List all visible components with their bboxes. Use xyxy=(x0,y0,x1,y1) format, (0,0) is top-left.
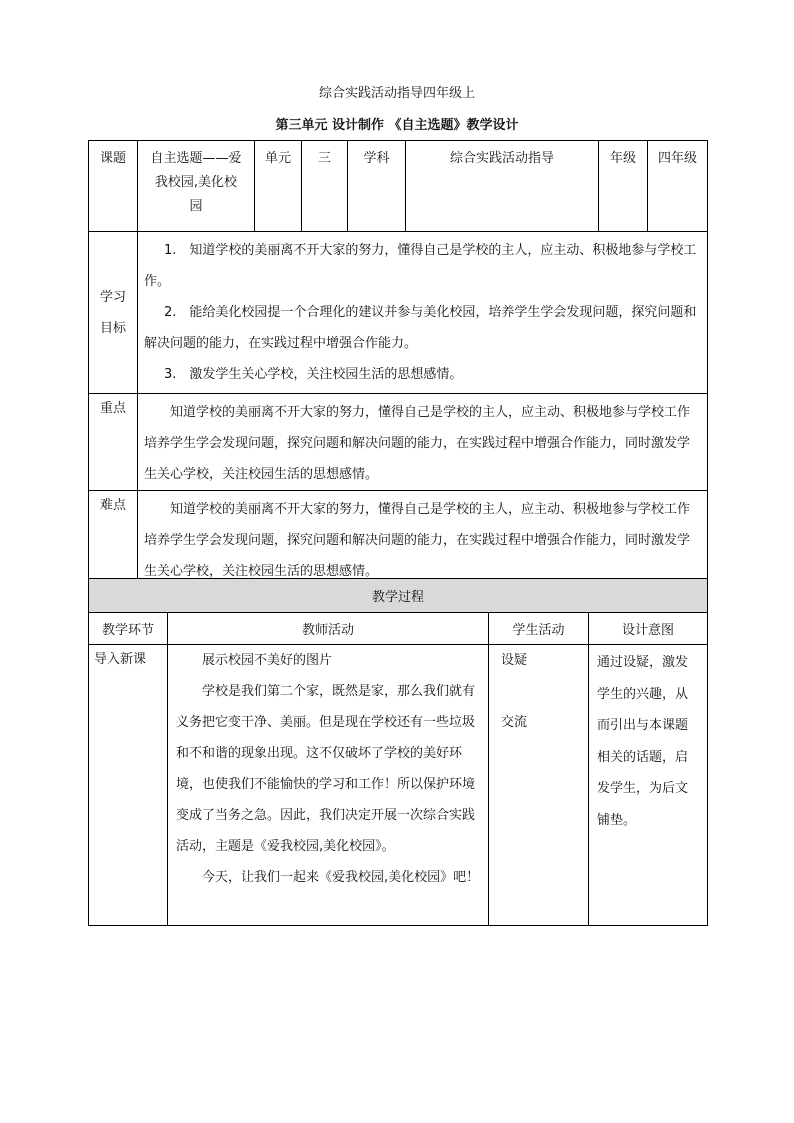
process-title-row xyxy=(89,579,708,613)
column-header-stage: 教学环节 xyxy=(89,613,168,645)
difficulties-row xyxy=(89,491,708,588)
key-points-text: 知道学校的美丽离不开大家的努力，懂得自己是学校的主人，应主动、积极地参与学校工作培养学生学会发现问题，探究问题和解决问题的能力，在实践过程中增强合作能力，同时激发学生关心学校，关注校园生活的思想感情。 xyxy=(144,405,691,482)
key-points-row xyxy=(89,394,708,491)
design-intent-cell: 通过设疑，激发学生的兴趣，从而引出与本课题相关的话题，启发学生，为后文铺垫。 xyxy=(589,645,708,926)
topic-label: 课题 xyxy=(89,141,138,232)
topic-value-line: 我校园,美化校 xyxy=(154,175,238,190)
objectives-label-line: 学习 xyxy=(99,289,126,305)
key-points-label: 重点 xyxy=(89,394,138,491)
topic-value xyxy=(138,141,255,232)
teacher-activity-paragraph: 今天，让我们一起来《爱我校园,美化校园》吧！ xyxy=(202,870,480,885)
teacher-activity-paragraph: 学校是我们第二个家，既然是家，那么我们就有义务把它变干净、美丽。但是现在学校还有一些垃圾和不和谐的现象出现。这不仅破坏了学校的美好环境，也使我们不能愉快的学习和工作！所以保护环境变成了当务之急。因此，我们决定开展一次综合实践活动，主题是《爱我校园,美化校园》。 xyxy=(176,684,476,854)
teacher-activity-paragraph: 展示校园不美好的图片 xyxy=(202,653,333,668)
subject-label: 学科 xyxy=(348,141,406,232)
column-header-student: 学生活动 xyxy=(489,613,589,645)
lesson-info-table xyxy=(88,140,708,588)
objectives-row xyxy=(89,232,708,394)
stage-cell: 导入新课 xyxy=(89,645,168,926)
unit-label: 单元 xyxy=(255,141,302,232)
objective-item: 1. 知道学校的美丽离不开大家的努力，懂得自己是学校的主人，应主动、积极地参与学校工作。 xyxy=(144,243,697,289)
grade-label: 年级 xyxy=(599,141,648,232)
objective-item: 3. 激发学生关心学校，关注校园生活的思想感情。 xyxy=(164,367,463,382)
student-activity-item: 交流 xyxy=(501,715,528,730)
grade-value: 四年级 xyxy=(648,141,708,232)
column-header-teacher: 教师活动 xyxy=(168,613,489,645)
teacher-activity-cell xyxy=(168,645,489,926)
difficulties-text: 知道学校的美丽离不开大家的努力，懂得自己是学校的主人，应主动、积极地参与学校工作培养学生学会发现问题，探究问题和解决问题的能力，在实践过程中增强合作能力，同时激发学生关心学校，关注校园生活的思想感情。 xyxy=(144,502,691,579)
subject-value: 综合实践活动指导 xyxy=(406,141,599,232)
process-row xyxy=(89,645,708,926)
objective-item: 2. 能给美化校园提一个合理化的建议并参与美化校园，培养学生学会发现问题，探究问题和解决问题的能力，在实践过程中增强合作能力。 xyxy=(144,305,697,351)
objectives-label-line: 目标 xyxy=(99,320,126,336)
info-row xyxy=(89,141,708,232)
document-title: 第三单元 设计制作 《自主选题》教学设计 xyxy=(275,118,519,133)
key-points-content xyxy=(138,394,708,491)
difficulties-content xyxy=(138,491,708,588)
difficulties-label: 难点 xyxy=(89,491,138,588)
topic-value-line: 自主选题——爱 xyxy=(150,151,242,166)
process-header-row xyxy=(89,613,708,645)
topic-value-line: 园 xyxy=(189,199,203,214)
student-activity-item: 设疑 xyxy=(501,653,528,668)
unit-value: 三 xyxy=(302,141,348,232)
student-activity-cell xyxy=(489,645,589,926)
objectives-content xyxy=(138,232,708,394)
process-section-title: 教学过程 xyxy=(89,579,708,613)
objectives-label xyxy=(89,232,138,394)
teaching-process-table xyxy=(88,578,708,926)
document-subtitle: 综合实践活动指导四年级上 xyxy=(318,86,475,101)
column-header-intent: 设计意图 xyxy=(589,613,708,645)
